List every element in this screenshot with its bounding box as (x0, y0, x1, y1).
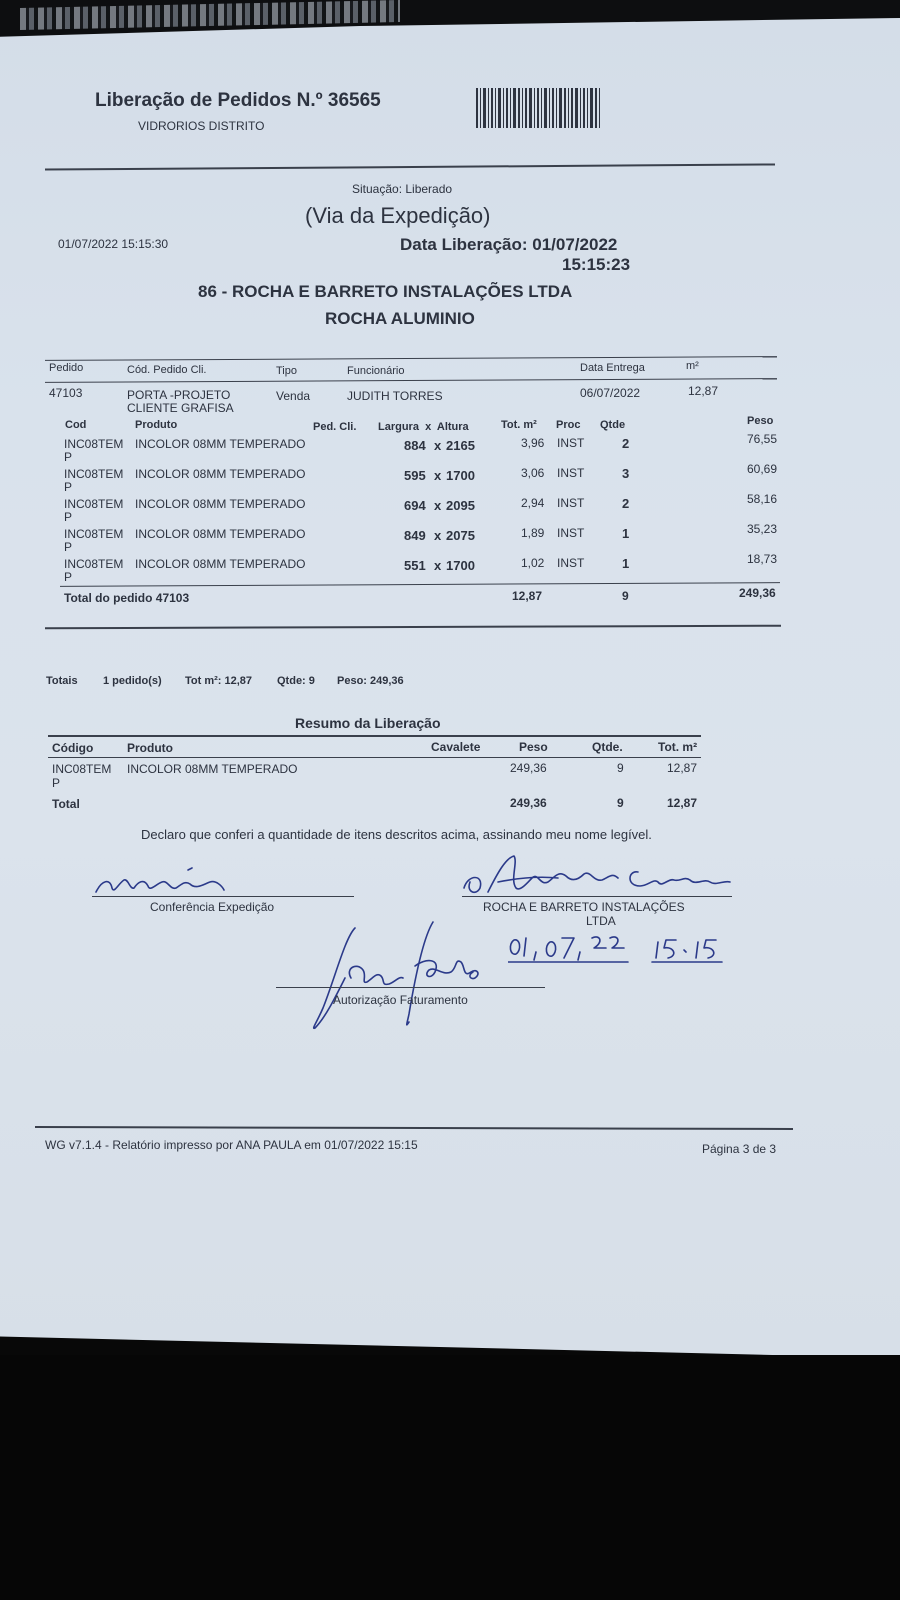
cliente-name: 86 - ROCHA E BARRETO INSTALAÇÕES LTDA (198, 282, 573, 301)
item-x: x (434, 528, 442, 543)
barcode (476, 88, 606, 128)
item-altura: 2165 (446, 438, 475, 453)
item-cod: INC08TEM (64, 527, 124, 541)
item-qtde: 1 (622, 556, 630, 571)
tipo-value: Venda (276, 389, 311, 403)
resumo-produto: INCOLOR 08MM TEMPERADO (127, 762, 298, 776)
cod-pedido-cli-1: PORTA -PROJETO (127, 388, 231, 402)
totais-m2: Tot m²: 12,87 (185, 675, 253, 687)
resumo-col-peso: Peso (519, 740, 548, 754)
item-produto: INCOLOR 08MM TEMPERADO (135, 437, 306, 451)
print-datetime: 01/07/2022 15:15:30 (58, 237, 169, 251)
resumo-tot-m2: 12,87 (667, 761, 698, 775)
col-cod-pedido-cli: Cód. Pedido Cli. (127, 364, 207, 376)
item-produto: INCOLOR 08MM TEMPERADO (135, 467, 306, 481)
item-qtde: 2 (622, 436, 630, 451)
item-x: x (434, 498, 442, 513)
totais-qtde: Qtde: 9 (277, 675, 315, 687)
item-peso: 18,73 (747, 552, 778, 566)
resumo-total-qtde: 9 (617, 796, 624, 810)
autorizacao-label: Autorização Faturamento (333, 993, 468, 1007)
item-x: x (434, 468, 442, 483)
item-proc: INST (557, 526, 585, 540)
totais-label: Totais (46, 675, 78, 687)
item-peso: 58,16 (747, 492, 778, 506)
resumo-col-tot-m2: Tot. m² (658, 740, 698, 754)
totais-pedidos: 1 pedido(s) (103, 675, 162, 687)
order-total-qtde: 9 (622, 589, 629, 603)
cod-pedido-cli-2: CLIENTE GRAFISA (127, 401, 234, 415)
item-proc: INST (557, 436, 585, 450)
item-largura: 551 (404, 558, 426, 573)
resumo-qtde: 9 (617, 761, 624, 775)
blurred-background (20, 0, 400, 30)
col-tipo: Tipo (276, 365, 297, 377)
item-proc: INST (557, 556, 585, 570)
photo-bottom-dark (0, 1355, 900, 1600)
item-x: x (434, 438, 442, 453)
item-peso: 60,69 (747, 462, 778, 476)
item-altura: 2075 (446, 528, 475, 543)
col-funcionario: Funcionário (347, 365, 405, 377)
item-cod-suffix: P (64, 540, 73, 554)
data-liberacao: Data Liberação: 01/07/2022 (400, 235, 618, 254)
cliente-line (462, 896, 732, 897)
col-m2: m² (686, 360, 699, 372)
signature-autorizacao (305, 918, 505, 1038)
resumo-col-cavalete: Cavalete (431, 740, 481, 754)
item-tot-m2: 3,06 (521, 466, 545, 480)
cliente-label-2: LTDA (586, 914, 616, 928)
item-peso: 35,23 (747, 522, 778, 536)
item-largura: 884 (404, 438, 426, 453)
resumo-codigo: INC08TEM (52, 762, 112, 776)
company-name: VIDRORIOS DISTRITO (138, 119, 265, 133)
totais-peso: Peso: 249,36 (337, 675, 404, 687)
declaracao-text: Declaro que conferi a quantidade de itens descritos acima, assinando meu nome legível. (141, 827, 652, 842)
item-cod: INC08TEM (64, 557, 124, 571)
conferencia-label: Conferência Expedição (150, 900, 275, 914)
autorizacao-line (276, 987, 545, 988)
item-largura: 595 (404, 468, 426, 483)
conferencia-line (92, 896, 354, 897)
item-proc: INST (557, 496, 585, 510)
item-cod-suffix: P (64, 570, 73, 584)
resumo-top-line (48, 735, 701, 737)
items-col-largura-altura: Largura x Altura (378, 421, 469, 433)
col-data-entrega: Data Entrega (580, 362, 645, 374)
resumo-col-codigo: Código (52, 741, 94, 755)
resumo-total-m2: 12,87 (667, 796, 698, 810)
resumo-col-qtde: Qtde. (592, 740, 623, 754)
item-peso: 76,55 (747, 432, 778, 446)
item-qtde: 3 (622, 466, 630, 481)
item-cod: INC08TEM (64, 497, 124, 511)
item-tot-m2: 1,89 (521, 526, 545, 540)
resumo-peso: 249,36 (510, 761, 547, 775)
item-produto: INCOLOR 08MM TEMPERADO (135, 497, 306, 511)
situacao-label: Situação: Liberado (352, 182, 453, 196)
items-col-produto: Produto (135, 419, 178, 431)
page-number: Página 3 de 3 (702, 1142, 777, 1156)
item-altura: 1700 (446, 468, 475, 483)
col-pedido: Pedido (49, 362, 84, 374)
resumo-total-peso: 249,36 (510, 796, 547, 810)
item-produto: INCOLOR 08MM TEMPERADO (135, 557, 306, 571)
item-qtde: 1 (622, 526, 630, 541)
resumo-title: Resumo da Liberação (295, 715, 441, 731)
item-tot-m2: 2,94 (521, 496, 545, 510)
items-col-cod: Cod (65, 419, 87, 431)
items-col-tot-m2: Tot. m² (501, 419, 537, 431)
item-tot-m2: 1,02 (521, 556, 545, 570)
item-tot-m2: 3,96 (521, 436, 545, 450)
data-liberacao-time: 15:15:23 (562, 255, 631, 274)
resumo-total-label: Total (52, 797, 80, 811)
item-qtde: 2 (622, 496, 630, 511)
items-col-ped-cli: Ped. Cli. (313, 421, 357, 433)
item-altura: 1700 (446, 558, 475, 573)
pedido-number: 47103 (49, 386, 83, 400)
item-proc: INST (557, 466, 585, 480)
item-cod: INC08TEM (64, 437, 124, 451)
order-total-m2: 12,87 (512, 589, 543, 603)
via-label: (Via da Expedição) (305, 203, 491, 228)
item-cod-suffix: P (64, 450, 73, 464)
items-col-peso: Peso (747, 415, 774, 427)
order-total-label: Total do pedido 47103 (64, 591, 190, 605)
resumo-col-produto: Produto (127, 741, 173, 755)
order-total-peso: 249,36 (739, 586, 776, 600)
item-cod-suffix: P (64, 480, 73, 494)
m2-value: 12,87 (688, 384, 719, 398)
item-cod-suffix: P (64, 510, 73, 524)
item-x: x (434, 558, 442, 573)
data-entrega-value: 06/07/2022 (580, 386, 641, 400)
items-col-proc: Proc (556, 419, 581, 431)
handwritten-date (508, 932, 728, 966)
signature-cliente (458, 852, 748, 902)
item-largura: 694 (404, 498, 426, 513)
item-cod: INC08TEM (64, 467, 124, 481)
resumo-codigo-suffix: P (52, 776, 61, 790)
funcionario-value: JUDITH TORRES (347, 389, 443, 403)
cliente-fantasia: ROCHA ALUMINIO (325, 309, 475, 328)
page-title: Liberação de Pedidos N.º 36565 (95, 90, 381, 111)
items-col-qtde: Qtde (600, 419, 626, 431)
resumo-header-line (48, 757, 701, 758)
item-altura: 2095 (446, 498, 475, 513)
item-largura: 849 (404, 528, 426, 543)
cliente-label-1: ROCHA E BARRETO INSTALAÇÕES (483, 900, 685, 914)
footer-printed-by: WG v7.1.4 - Relatório impresso por ANA PAULA em 01/07/2022 15:15 (45, 1138, 418, 1152)
item-produto: INCOLOR 08MM TEMPERADO (135, 527, 306, 541)
